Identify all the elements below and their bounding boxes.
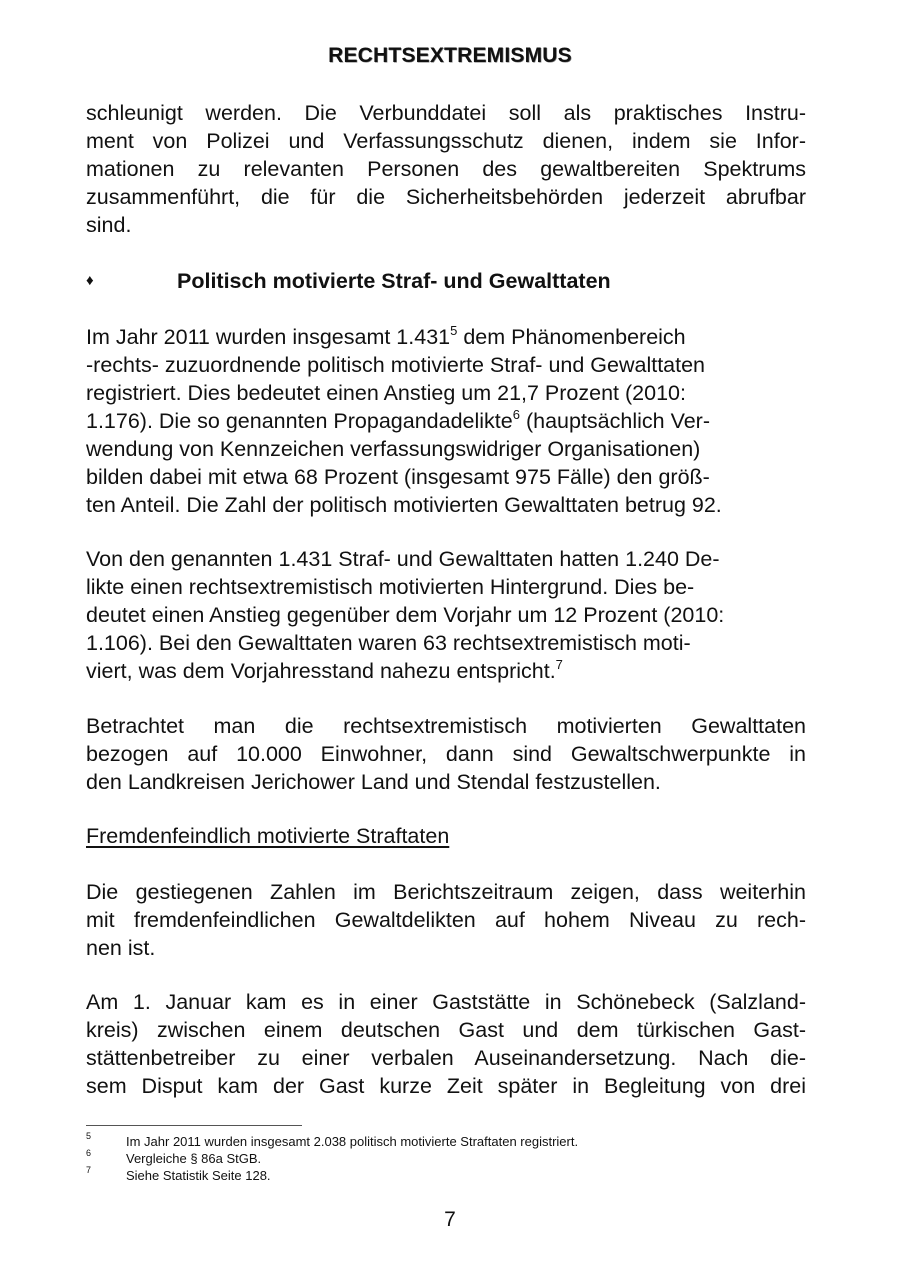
text-line: 1.106). Bei den Gewalttaten waren 63 rechtsextremistisch moti- <box>86 631 691 655</box>
footnote-text: Im Jahr 2011 wurden insgesamt 2.038 politisch motivierte Straftaten registriert. <box>126 1134 579 1149</box>
footnote-ref-5: 5 <box>450 323 458 338</box>
footnote-number: 7 <box>86 1165 92 1175</box>
text-line: nen ist. <box>86 936 156 960</box>
text-line: deutet einen Anstieg gegenüber dem Vorjahr um 12 Prozent (2010: <box>86 603 725 627</box>
paragraph-statistics <box>86 323 806 519</box>
text-line: Die gestiegenen Zahlen im Berichtszeitraum zeigen, dass weiterhin <box>86 880 806 904</box>
footnote-number: 5 <box>86 1131 92 1141</box>
diamond-bullet-icon: ♦ <box>86 272 94 289</box>
intro-paragraph <box>86 99 806 239</box>
paragraph-violence-focus <box>86 712 806 796</box>
text-line: mit fremdenfeindlichen Gewaltdelikten auf hohem Niveau zu rech- <box>86 908 806 932</box>
text-line: mationen zu relevanten Personen des gewaltbereiten Spektrums <box>86 157 806 181</box>
paragraph-xenophobic-trend <box>86 878 806 962</box>
text-line: wendung von Kennzeichen verfassungswidriger Organisationen) <box>86 437 701 461</box>
text-line: Von den genannten 1.431 Straf- und Gewalttaten hatten 1.240 De- <box>86 547 720 571</box>
text-line: Im Jahr 2011 wurden insgesamt 1.431$^5$ dem Phänomenbereich <box>86 323 686 349</box>
footnote-ref-6: 6 <box>512 407 520 422</box>
text-line: sind. <box>86 213 132 237</box>
text-line: viert, was dem Vorjahresstand nahezu entspricht.$^7$ <box>86 657 563 683</box>
footnote-divider <box>86 1125 302 1126</box>
footnote-ref-7: 7 <box>555 657 563 672</box>
text-line: likte einen rechtsextremistisch motivierten Hintergrund. Dies be- <box>86 575 695 599</box>
text-line: -rechts- zuzuordnende politisch motivierte Straf- und Gewalttaten <box>86 353 706 377</box>
text-line: ten Anteil. Die Zahl der politisch motivierten Gewalttaten betrug 92. <box>86 493 722 517</box>
running-header: RECHTSEXTREMISMUS <box>328 44 572 67</box>
text-line: Betrachtet man die rechtsextremistisch motivierten Gewalttaten <box>86 714 806 738</box>
text-line: stättenbetreiber zu einer verbalen Auseinandersetzung. Nach die- <box>86 1046 806 1070</box>
text-line: zusammenführt, die für die Sicherheitsbehörden jederzeit abrufbar <box>86 185 806 209</box>
footnote-number: 6 <box>86 1148 92 1158</box>
paragraph-incident <box>86 988 806 1100</box>
text-line: schleunigt werden. Die Verbunddatei soll als praktisches Instru- <box>86 101 806 125</box>
text-line: Am 1. Januar kam es in einer Gaststätte in Schönebeck (Salzland- <box>86 990 806 1014</box>
text-line: ment von Polizei und Verfassungsschutz dienen, indem sie Infor- <box>86 129 806 153</box>
text-line: bezogen auf 10.000 Einwohner, dann sind Gewaltschwerpunkte in <box>86 742 806 766</box>
text-line: kreis) zwischen einem deutschen Gast und dem türkischen Gast- <box>86 1018 806 1042</box>
paragraph-rightwing-offenses <box>86 545 806 685</box>
footnote-text: Siehe Statistik Seite 128. <box>126 1168 271 1183</box>
text-line: bilden dabei mit etwa 68 Prozent (insgesamt 975 Fälle) den größ- <box>86 465 710 489</box>
subsection-heading: Fremdenfeindlich motivierte Straftaten <box>86 824 450 848</box>
text-line: sem Disput kam der Gast kurze Zeit später in Begleitung von drei <box>86 1074 806 1098</box>
page-number: 7 <box>444 1208 456 1231</box>
text-line: registriert. Dies bedeutet einen Anstieg um 21,7 Prozent (2010: <box>86 381 686 405</box>
footnote-text: Vergleiche § 86a StGB. <box>126 1151 262 1166</box>
text-line: den Landkreisen Jerichower Land und Stendal festzustellen. <box>86 770 661 794</box>
section-title: Politisch motivierte Straf- und Gewalttaten <box>177 269 611 293</box>
text-line: 1.176). Die so genannten Propagandadelikte$^6$ (hauptsächlich Ver- <box>86 407 710 433</box>
